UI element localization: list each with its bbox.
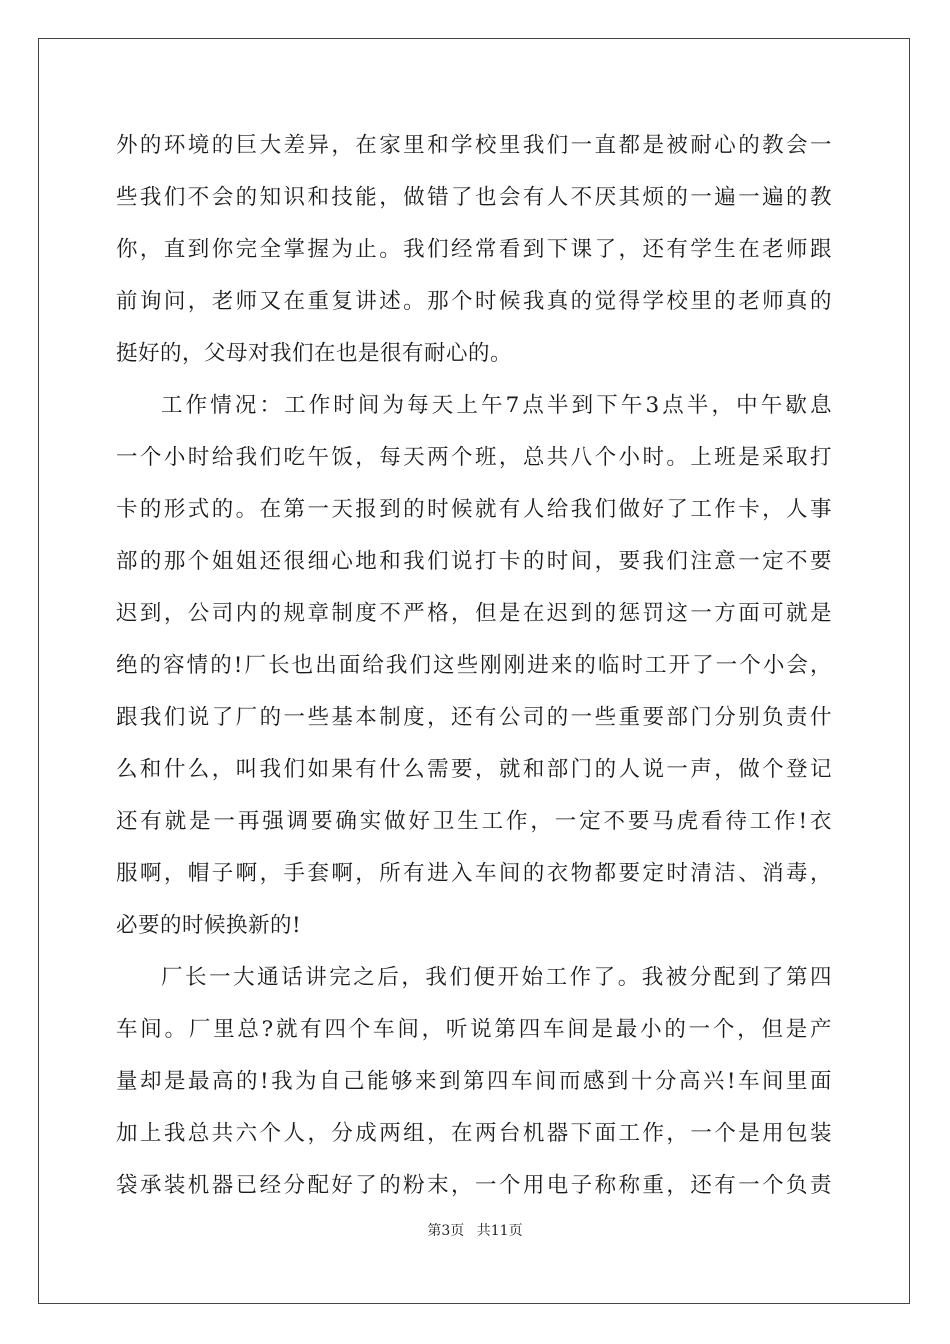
text-line: 迟到，公司内的规章制度不严格，但是在迟到的惩罚这一方面可就是 [116,601,832,626]
text-line: 服啊，帽子啊，手套啊，所有进入车间的衣物都要定时清洁、消毒， [116,861,832,886]
text-line-paragraph-start: 厂长一大通话讲完之后，我们便开始工作了。我被分配到了第四 [161,965,832,990]
page-footer [0,1220,950,1240]
text-line: 跟我们说了厂的一些基本制度，还有公司的一些重要部门分别负责什 [116,705,832,730]
document-body [116,120,832,1212]
text-line: 还有就是一再强调要确实做好卫生工作，一定不要马虎看待工作!衣 [116,809,832,834]
text-line: 你，直到你完全掌握为止。我们经常看到下课了，还有学生在老师跟 [116,237,832,262]
text-line: 必要的时候换新的! [116,913,302,938]
text-line: 一个小时给我们吃午饭，每天两个班，总共八个小时。上班是采取打 [116,445,832,470]
text-line: 车间。厂里总?就有四个车间，听说第四车间是最小的一个，但是产 [116,1017,832,1042]
text-line: 量却是最高的!我为自己能够来到第四车间而感到十分高兴!车间里面 [116,1069,832,1094]
text-line: 么和什么，叫我们如果有什么需要，就和部门的人说一声，做个登记 [116,757,832,782]
text-line: 前询问，老师又在重复讲述。那个时候我真的觉得学校里的老师真的 [116,289,832,314]
text-line-paragraph-start: 工作情况：工作时间为每天上午7点半到下午3点半，中午歇息 [161,393,832,418]
text-line: 绝的容情的!厂长也出面给我们这些刚刚进来的临时工开了一个小会， [116,653,832,678]
text-line: 些我们不会的知识和技能，做错了也会有人不厌其烦的一遍一遍的教 [116,185,832,210]
text-line: 袋承装机器已经分配好了的粉末，一个用电子称称重，还有一个负责 [116,1173,832,1198]
total-pages-label: 共11页 [476,1223,523,1239]
text-line: 加上我总共六个人，分成两组，在两台机器下面工作，一个是用包装 [116,1121,832,1146]
text-line: 挺好的，父母对我们在也是很有耐心的。 [116,341,513,366]
current-page-label: 第3页 [427,1223,465,1239]
text-line: 卡的形式的。在第一天报到的时候就有人给我们做好了工作卡，人事 [116,497,832,522]
text-line: 外的环境的巨大差异，在家里和学校里我们一直都是被耐心的教会一 [116,133,832,158]
text-line: 部的那个姐姐还很细心地和我们说打卡的时间，要我们注意一定不要 [116,549,832,574]
